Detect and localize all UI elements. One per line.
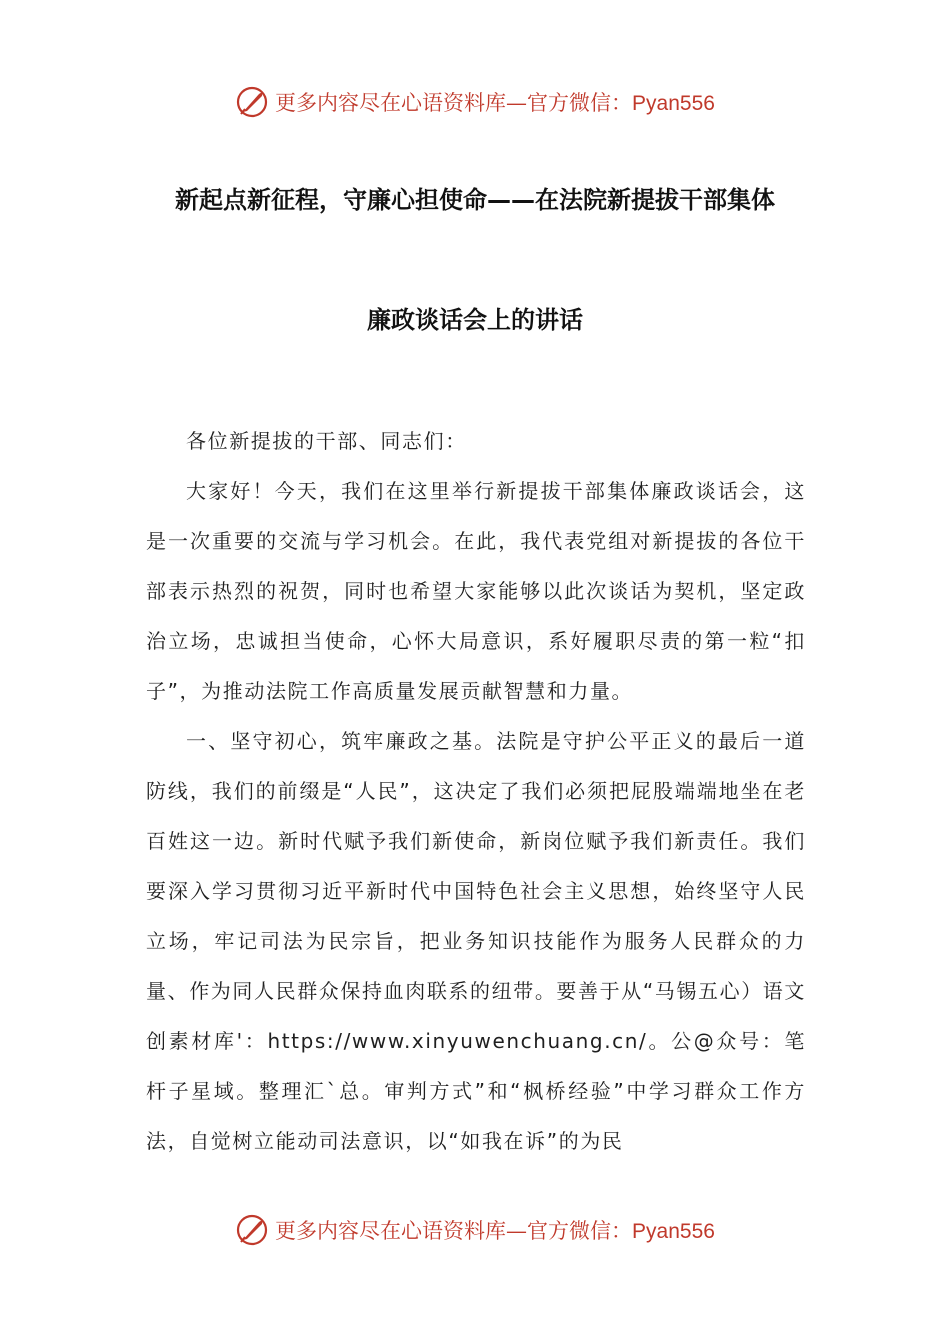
document-title-line-2: 廉政谈话会上的讲话	[367, 306, 583, 334]
body-paragraph: 一、坚守初心，筑牢廉政之基。法院是守护公平正义的最后一道防线，我们的前缀是“人民”，这决定了我们必须把屁股端端地坐在老百姓这一边。新时代赋予我们新使命，新岗位赋予我们新责任。我们要深入学习贯彻习近平新时代中国特色社会主义思想，始终坚守人民立场，牢记司法为民宗旨，把业务知识技能作为服务人民群众的力量、作为同人民群众保持血肉联系的纽带。要善于从“马锡五心）语文创素材库'：https://www.xinyuwenchuang.cn/。公@众号：笔杆子星域。整理汇`总。审判方式”和“枫桥经验”中学习群众工作方法，自觉树立能动司法意识，以“如我在诉”的为民	[146, 729, 806, 1153]
footer-watermark-banner	[0, 1210, 950, 1250]
salutation-paragraph: 各位新提拔的干部、同志们：	[186, 429, 467, 453]
footer-watermark-text: 更多内容尽在心语资料库—官方微信：Pyan556	[275, 1219, 715, 1243]
header-watermark-banner	[0, 82, 950, 122]
body-paragraph: 大家好！今天，我们在这里举行新提拔干部集体廉政谈话会，这是一次重要的交流与学习机会。在此，我代表党组对新提拔的各位干部表示热烈的祝贺，同时也希望大家能够以此次谈话为契机，坚定政治立场，忠诚担当使命，心怀大局意识，系好履职尽责的第一粒“扣子”，为推动法院工作高质量发展贡献智慧和力量。	[146, 479, 806, 703]
footer-wechat-account: Pyan556	[632, 1220, 715, 1243]
header-wechat-account: Pyan556	[632, 92, 715, 115]
quill-pen-logo-icon	[235, 1213, 269, 1247]
document-body	[146, 416, 806, 1166]
quill-pen-logo-icon	[235, 85, 269, 119]
document-title-line-1: 新起点新征程，守廉心担使命——在法院新提拔干部集体	[175, 186, 775, 214]
header-watermark-text: 更多内容尽在心语资料库—官方微信：Pyan556	[275, 91, 715, 115]
